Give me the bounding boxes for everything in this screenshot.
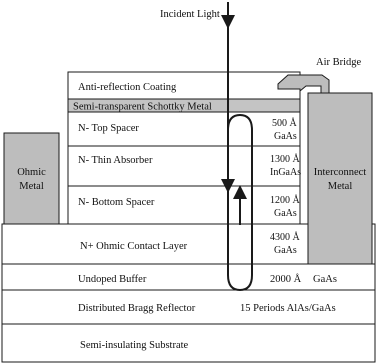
dbr-label: Distributed Bragg Reflector: [78, 303, 196, 314]
anti-reflection-label: Anti-reflection Coating: [78, 82, 177, 93]
top-spacer-label: N- Top Spacer: [78, 123, 139, 134]
absorber-label: N- Thin Absorber: [78, 155, 153, 166]
ohmic-thickness: 4300 Å: [270, 232, 300, 243]
interconnect-line2: Metal: [327, 181, 353, 192]
buffer-material: GaAs: [313, 274, 337, 285]
bottom-spacer-material: GaAs: [274, 208, 297, 219]
ohmic-metal-line2: Metal: [19, 181, 44, 192]
buffer-thickness: 2000 Å: [270, 274, 302, 285]
ohmic-metal: [4, 133, 59, 224]
absorber-thickness: 1300 Å: [270, 154, 300, 165]
dbr-spec: 15 Periods AlAs/GaAs: [240, 303, 336, 314]
buffer-label: Undoped Buffer: [78, 274, 147, 285]
interconnect-line1: Interconnect: [313, 167, 367, 178]
absorber-layer: [68, 146, 300, 186]
top-spacer-material: GaAs: [274, 131, 297, 142]
interconnect-metal: [308, 93, 372, 264]
air-bridge-label: Air Bridge: [316, 57, 362, 68]
bottom-spacer-label: N- Bottom Spacer: [78, 197, 155, 208]
substrate-layer: [2, 324, 375, 362]
top-spacer-thickness: 500 Å: [272, 118, 297, 129]
substrate-label: Semi-insulating Substrate: [80, 340, 189, 351]
absorber-material: InGaAs: [270, 167, 302, 178]
ohmic-material: GaAs: [274, 245, 297, 256]
bottom-spacer-thickness: 1200 Å: [270, 195, 300, 206]
incident-light-label: Incident Light: [160, 9, 220, 20]
schottky-label: Semi-transparent Schottky Metal: [73, 101, 212, 113]
ohmic-contact-label: N+ Ohmic Contact Layer: [80, 241, 188, 252]
ohmic-metal-line1: Ohmic: [17, 167, 46, 178]
